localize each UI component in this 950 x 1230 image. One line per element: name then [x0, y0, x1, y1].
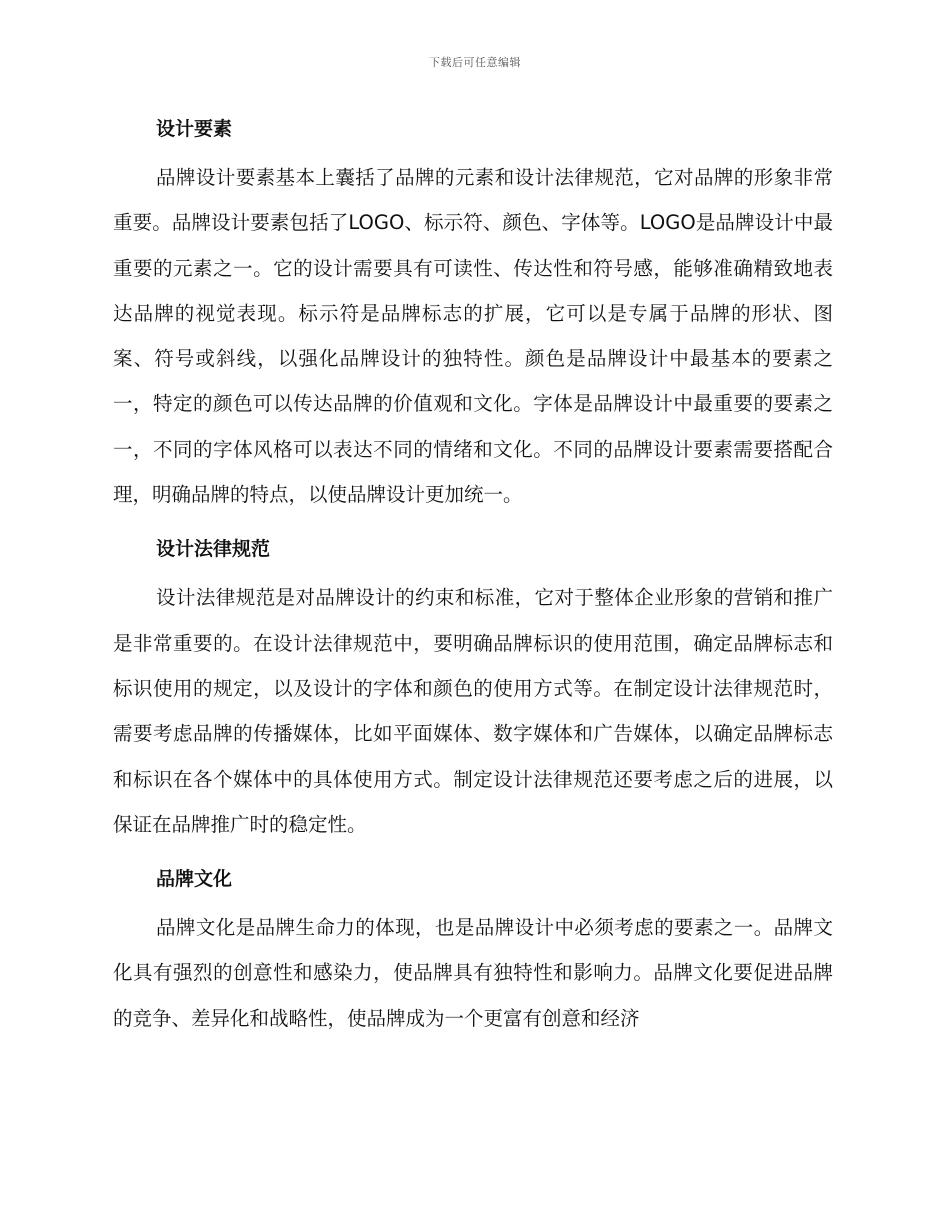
section-brand-culture	[113, 858, 833, 1041]
section-paragraph: 设计法律规范是对品牌设计的约束和标准，它对于整体企业形象的营销和推广是非常重要的。在设计法律规范中，要明确品牌标识的使用范围，确定品牌标志和标识使用的规定，以及设计的字体和颜色的使用方式等。在制定设计法律规范时，需要考虑品牌的传播媒体，比如平面媒体、数字媒体和广告媒体，以确定品牌标志和标识在各个媒体中的具体使用方式。制定设计法律规范还要考虑之后的进展，以保证在品牌推广时的稳定性。	[113, 586, 833, 836]
section-heading: 设计法律规范	[156, 538, 271, 561]
document-body	[113, 108, 833, 1052]
section-heading: 品牌文化	[156, 868, 233, 891]
section-design-elements	[113, 108, 833, 517]
section-heading: 设计要素	[156, 118, 233, 140]
section-paragraph: 品牌设计要素基本上囊括了品牌的元素和设计法律规范，它对品牌的形象非常重要。品牌设计要素包括了LOGO、标示符、颜色、字体等。LOGO是品牌设计中最重要的元素之一。它的设计需要具有可读性、传达性和符号感，能够准确精致地表达品牌的视觉表现。标示符是品牌标志的扩展，它可以是专属于品牌的形状、图案、符号或斜线，以强化品牌设计的独特性。颜色是品牌设计中最基本的要素之一，特定的颜色可以传达品牌的价值观和文化。字体是品牌设计中最重要的要素之一，不同的字体风格可以表达不同的情绪和文化。不同的品牌设计要素需要搭配合理，明确品牌的特点，以使品牌设计更加统一。	[113, 166, 833, 507]
page-header: 下载后可任意编辑	[429, 56, 521, 69]
section-design-legal-norms	[113, 528, 833, 847]
section-paragraph: 品牌文化是品牌生命力的体现，也是品牌设计中必须考虑的要素之一。品牌文化具有强烈的创意性和感染力，使品牌具有独特性和影响力。品牌文化要促进品牌的竞争、差异化和战略性，使品牌成为一个更富有创意和经济	[113, 916, 833, 1030]
